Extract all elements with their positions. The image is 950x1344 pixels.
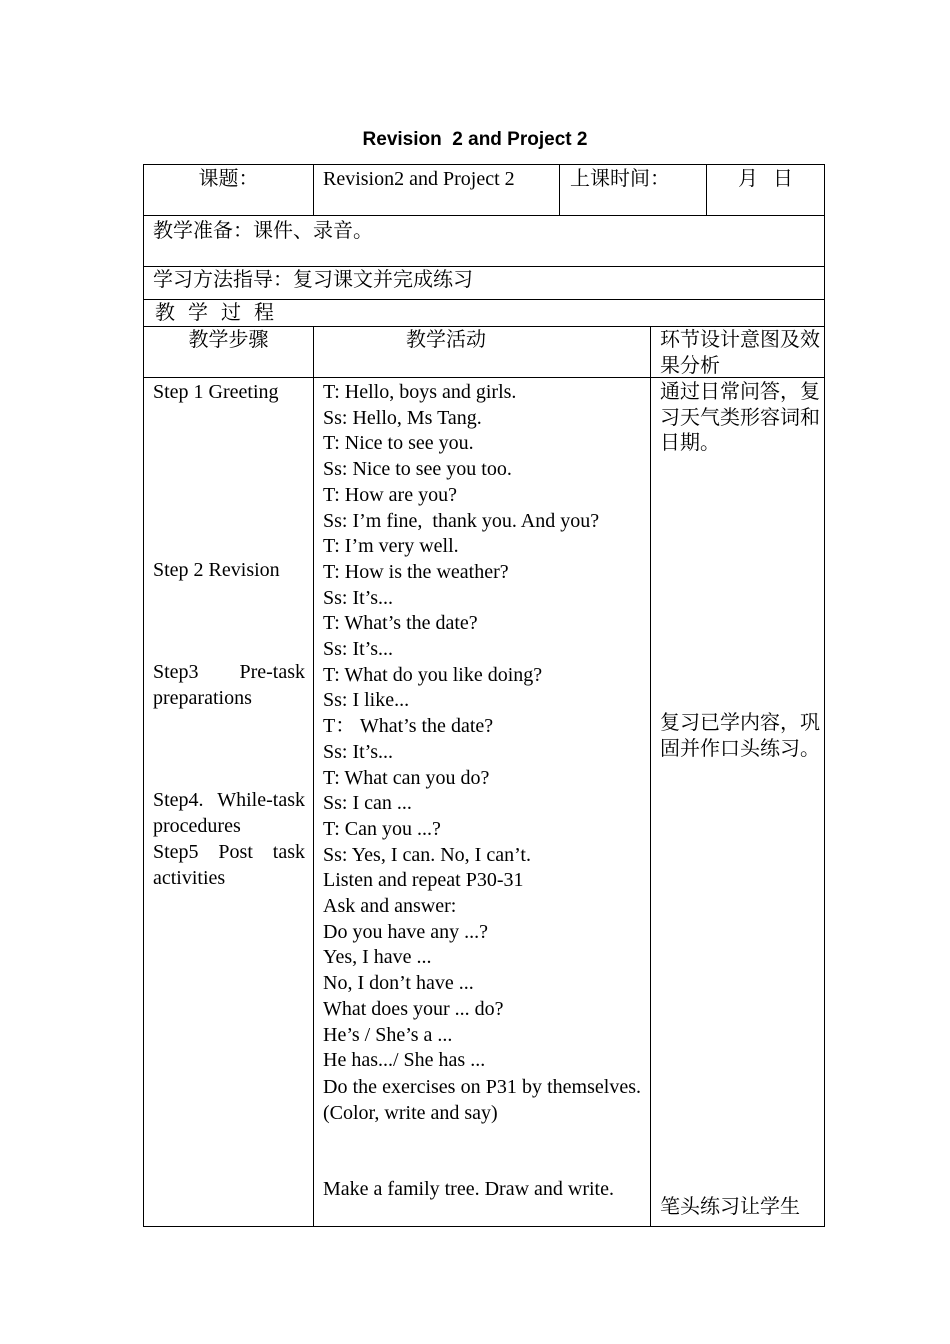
analysis-note: 复习已学内容，巩固并作口头练习。	[660, 712, 820, 760]
activity-line: Ss: It’s...	[323, 586, 394, 609]
activity-line: Ss: I can ...	[323, 792, 412, 815]
topic-value: Revision2 and Project 2	[323, 168, 515, 190]
class-date-value: 月 日	[738, 168, 793, 190]
step-item: Step 1 Greeting	[153, 381, 279, 403]
learning-method-guide: 学习方法指导：复习课文并完成练习	[153, 269, 473, 291]
document-title: Revision 2 and Project 2	[362, 129, 588, 150]
activity-line: Ss: It’s...	[323, 638, 394, 661]
activity-line: Do you have any ...?	[323, 920, 488, 943]
activity-line: Ss: I like...	[323, 689, 410, 712]
table-divider	[143, 215, 825, 216]
activity-line: T: What can you do?	[323, 766, 490, 789]
family-tree-note: Make a family tree. Draw and write.	[323, 1178, 614, 1200]
step-item: Step5 Post task activities	[153, 841, 305, 889]
activity-line: Ss: Hello, Ms Tang.	[323, 406, 482, 429]
table-divider	[313, 164, 314, 216]
activity-line: T: What do you like doing?	[323, 663, 543, 686]
table-border	[824, 164, 825, 1227]
step-item: Step4. While-task procedures	[153, 789, 305, 837]
column-header-activities: 教学活动	[406, 329, 486, 351]
activity-line: T: What’s the date?	[323, 612, 478, 635]
activity-line: No, I don’t have ...	[323, 972, 474, 995]
activity-line: T： What’s the date?	[323, 715, 494, 738]
exercise-note: Do the exercises on P31 by themselves.(Color, write and say)	[323, 1076, 641, 1124]
analysis-note: 通过日常问答，复习天气类形容词和日期。	[660, 381, 820, 455]
teaching-preparation: 教学准备：课件、录音。	[153, 220, 373, 242]
activity-line: Ss: I’m fine, thank you. And you?	[323, 509, 600, 532]
table-divider	[650, 326, 651, 1227]
step-item: Step 2 Revision	[153, 559, 280, 581]
activity-line: Ss: Nice to see you too.	[323, 458, 512, 481]
table-divider	[559, 164, 560, 216]
analysis-note: 笔头练习让学生	[660, 1196, 800, 1218]
table-divider	[313, 326, 314, 1227]
step-item: Step3 Pre-task preparations	[153, 661, 305, 709]
activity-line: Ss: It’s...	[323, 740, 394, 763]
activity-line: Yes, I have ...	[323, 946, 432, 969]
table-divider	[143, 299, 825, 300]
table-border	[143, 164, 144, 1227]
activity-line: T: Nice to see you.	[323, 432, 474, 455]
activity-line: What does your ... do?	[323, 997, 504, 1020]
activity-line: Ss: Yes, I can. No, I can’t.	[323, 843, 531, 866]
activity-line: T: How are you?	[323, 483, 457, 506]
column-header-steps: 教学步骤	[188, 329, 269, 351]
activity-line: He’s / She’s a ...	[323, 1023, 453, 1046]
column-header-analysis: 环节设计意图及效果分析	[660, 329, 820, 377]
table-border	[143, 1226, 825, 1227]
teaching-process-title: 教 学 过 程	[155, 302, 275, 324]
activity-line: T: Hello, boys and girls.	[323, 381, 517, 403]
class-time-label: 上课时间：	[570, 168, 670, 190]
topic-label: 课题：	[198, 168, 259, 190]
activities-list	[323, 380, 641, 1074]
table-border	[143, 164, 825, 165]
table-divider	[143, 266, 825, 267]
activity-line: T: How is the weather?	[323, 560, 509, 583]
activity-line: Ask and answer:	[323, 895, 457, 918]
activity-line: Listen and repeat P30-31	[323, 869, 524, 892]
activity-line: T: I’m very well.	[323, 535, 459, 558]
activity-line: He has.../ She has ...	[323, 1049, 486, 1072]
activity-line: T: Can you ...?	[323, 817, 441, 840]
